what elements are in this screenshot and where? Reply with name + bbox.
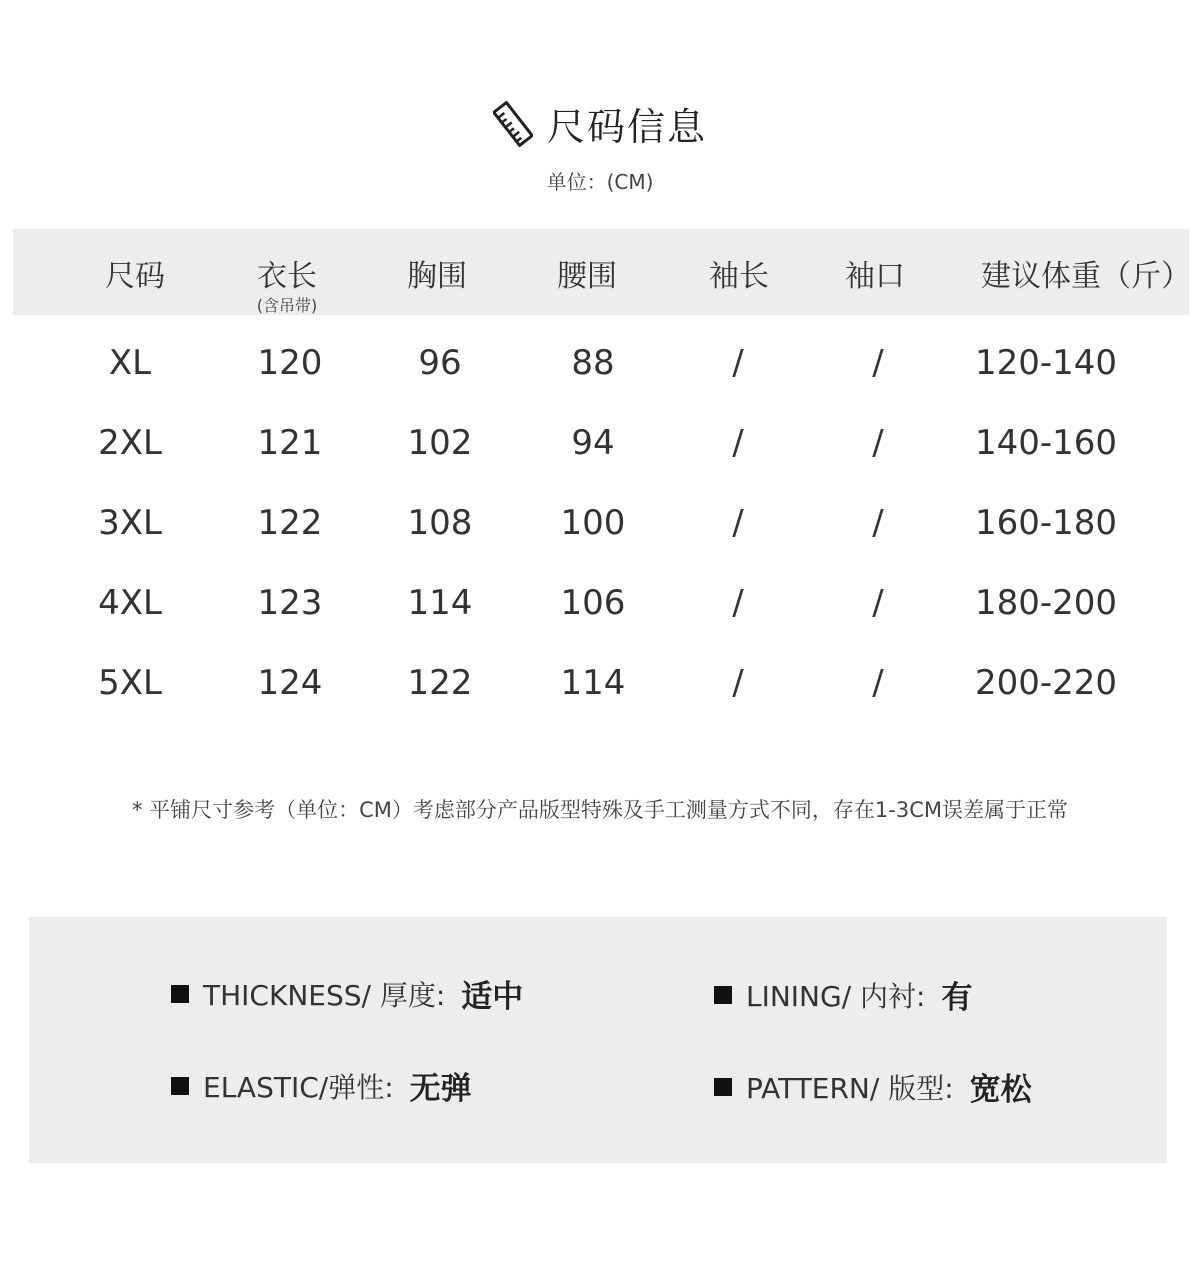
- attr-label: THICKNESS/ 厚度:: [203, 978, 446, 1012]
- cell-length: 122: [257, 503, 323, 543]
- cell-waist: 94: [571, 423, 615, 463]
- table-row: [0, 663, 1200, 723]
- cell-cuff: /: [872, 423, 884, 463]
- table-row: [0, 503, 1200, 563]
- cell-weight: 140-160: [975, 423, 1118, 463]
- cell-weight: 120-140: [975, 343, 1118, 383]
- measurement-note: * 平铺尺寸参考（单位：CM）考虑部分产品版型特殊及手工测量方式不同，存在1-3CM误差属于正常: [131, 798, 1069, 822]
- cell-sleeve: /: [732, 503, 744, 543]
- cell-waist: 114: [560, 663, 626, 703]
- cell-chest: 108: [407, 503, 473, 543]
- title-text: 尺码信息: [546, 105, 707, 149]
- cell-sleeve: /: [732, 423, 744, 463]
- cell-weight: 160-180: [975, 503, 1118, 543]
- title-section: [0, 96, 1200, 151]
- cell-length: 123: [257, 583, 323, 623]
- attr-pattern: [714, 1064, 1032, 1109]
- header-sleeve: 袖长: [709, 259, 769, 294]
- attr-label: PATTERN/ 版型:: [746, 1071, 954, 1105]
- cell-chest: 96: [418, 343, 462, 383]
- ruler-icon: [493, 101, 533, 147]
- cell-weight: 180-200: [975, 583, 1118, 623]
- table-header: [13, 229, 1189, 315]
- header-waist: 腰围: [557, 259, 617, 294]
- table-row: [0, 343, 1200, 403]
- cell-waist: 106: [560, 583, 626, 623]
- square-bullet-icon: [171, 985, 189, 1003]
- cell-length: 121: [257, 423, 323, 463]
- cell-waist: 88: [571, 343, 615, 383]
- cell-sleeve: /: [732, 583, 744, 623]
- table-row: [0, 583, 1200, 643]
- attr-value: 有: [941, 980, 973, 1016]
- cell-weight: 200-220: [975, 663, 1118, 703]
- header-length-note: (含吊带): [256, 296, 318, 315]
- attribute-panel: [29, 917, 1167, 1163]
- attr-label: ELASTIC/弹性:: [203, 1070, 394, 1104]
- cell-cuff: /: [872, 583, 884, 623]
- cell-cuff: /: [872, 503, 884, 543]
- square-bullet-icon: [171, 1077, 189, 1095]
- cell-cuff: /: [872, 343, 884, 383]
- cell-chest: 122: [407, 663, 473, 703]
- square-bullet-icon: [714, 986, 732, 1004]
- cell-chest: 102: [407, 423, 473, 463]
- attr-lining: [714, 972, 972, 1017]
- attr-thickness: [171, 971, 523, 1016]
- cell-length: 124: [257, 663, 323, 703]
- header-cuff: 袖口: [845, 259, 905, 294]
- header-weight: 建议体重（斤）: [981, 259, 1191, 294]
- attr-label: LINING/ 内衬:: [746, 979, 926, 1013]
- cell-size: XL: [108, 343, 152, 383]
- cell-size: 3XL: [98, 503, 162, 543]
- table-row: [0, 423, 1200, 483]
- cell-size: 4XL: [98, 583, 162, 623]
- cell-size: 2XL: [98, 423, 162, 463]
- cell-waist: 100: [560, 503, 626, 543]
- cell-size: 5XL: [98, 663, 162, 703]
- cell-chest: 114: [407, 583, 473, 623]
- cell-cuff: /: [872, 663, 884, 703]
- attr-value: 无弹: [409, 1071, 472, 1107]
- header-size: 尺码: [105, 259, 165, 294]
- cell-length: 120: [257, 343, 323, 383]
- square-bullet-icon: [714, 1078, 732, 1096]
- unit-label: 单位：(CM): [546, 170, 654, 194]
- header-length: 衣长: [257, 259, 317, 294]
- cell-sleeve: /: [732, 343, 744, 383]
- cell-sleeve: /: [732, 663, 744, 703]
- header-chest: 胸围: [407, 259, 467, 294]
- page-title: [493, 96, 707, 151]
- attr-value: 宽松: [969, 1072, 1032, 1108]
- attr-elastic: [171, 1063, 472, 1108]
- attr-value: 适中: [461, 979, 524, 1015]
